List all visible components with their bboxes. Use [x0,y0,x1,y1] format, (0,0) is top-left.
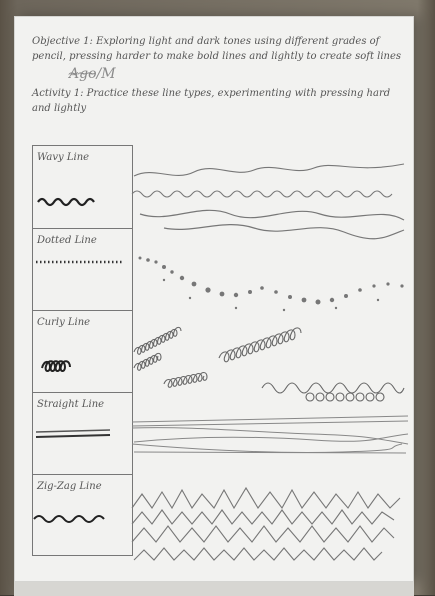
row-label-straight: Straight Line [37,399,105,410]
practice-dotted [139,257,404,312]
straight-line-icon [36,430,110,437]
wavy-line-icon [38,199,94,205]
page-edge [14,582,414,596]
practice-zigzag [132,488,400,560]
drawing-layer [14,16,414,582]
practice-straight [132,416,408,453]
row-label-dotted: Dotted Line [37,235,97,246]
zigzag-line-icon [34,516,104,522]
row-label-wavy: Wavy Line [37,152,90,163]
practice-curly [134,327,404,401]
worksheet-page [14,16,414,582]
activity-text: Activity 1: Practice these line types, experimenting with pressing hard and lightly [32,88,391,114]
practice-wavy [132,164,404,239]
row-label-zigzag: Zig-Zag Line [37,481,102,492]
row-label-curly: Curly Line [37,317,91,328]
curly-line-icon [42,361,70,371]
date-mark: A̴g̴o̴/M [69,66,116,82]
objective-text: Objective 1: Exploring light and dark tones using different grades of pencil, pressing harder to make bold lines and lightly to create soft lines [32,36,402,62]
